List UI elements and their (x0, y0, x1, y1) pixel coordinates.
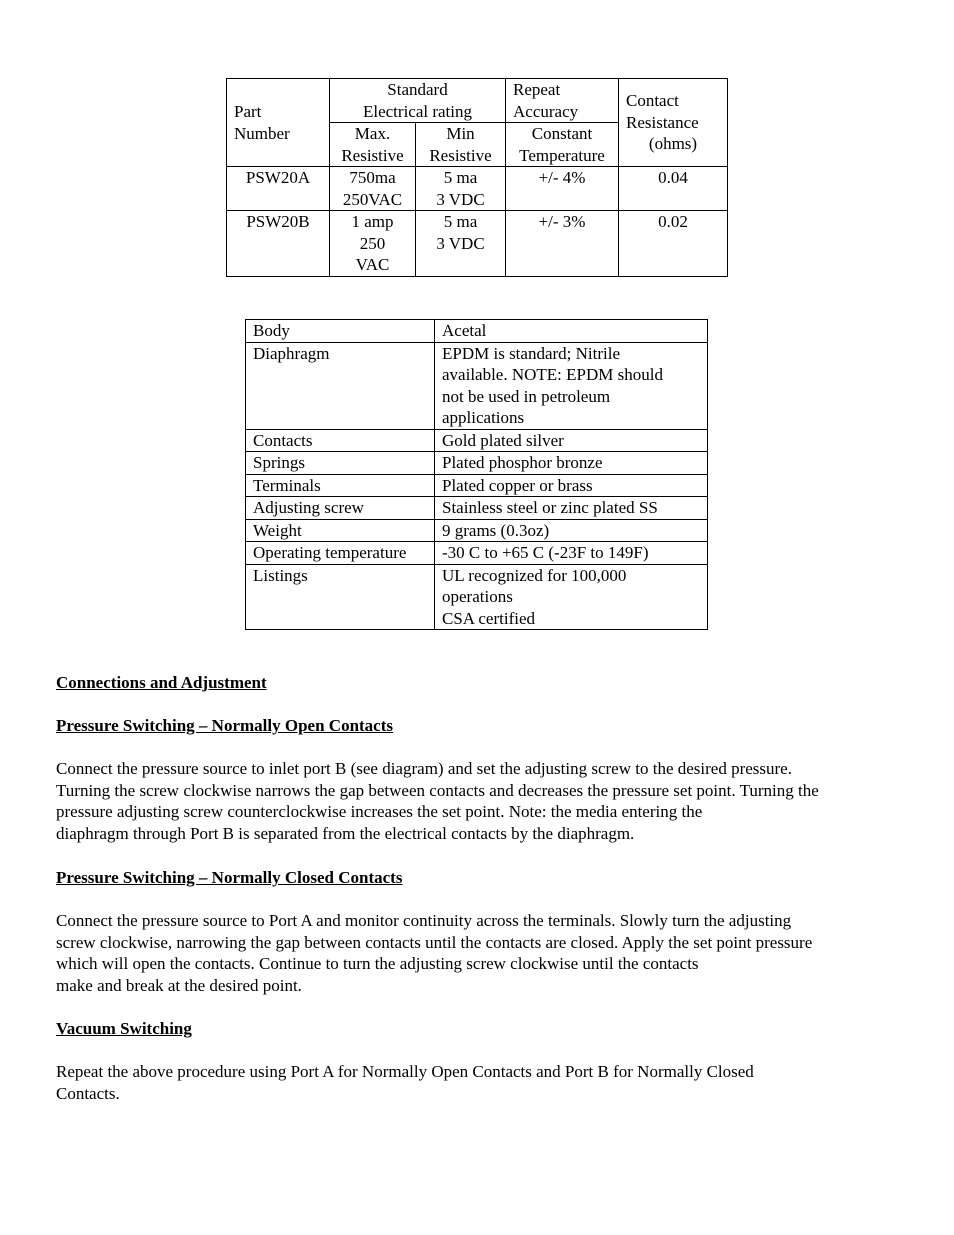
material-value: -30 C to +65 C (-23F to 149F) (435, 542, 708, 565)
material-label: Weight (246, 519, 435, 542)
header-constant-temperature: Constant Temperature (506, 123, 619, 167)
materials-table (245, 319, 708, 630)
min-resistive-cell: 5 ma 3 VDC (416, 211, 506, 277)
header-part-number: Part Number (227, 79, 330, 167)
table-row (246, 342, 708, 429)
table-row (227, 211, 728, 277)
vacuum-heading: Vacuum Switching (56, 1019, 192, 1038)
connections-heading: Connections and Adjustment (56, 673, 267, 692)
max-resistive-cell: 1 amp 250 VAC (330, 211, 416, 277)
material-value: Plated copper or brass (435, 474, 708, 497)
header-min-resistive: Min Resistive (416, 123, 506, 167)
material-value: Plated phosphor bronze (435, 452, 708, 475)
header-repeat-accuracy: Repeat Accuracy (506, 79, 619, 123)
resistance-cell: 0.02 (619, 211, 728, 277)
header-standard-rating: Standard Electrical rating (330, 79, 506, 123)
material-label: Body (246, 320, 435, 343)
normally-closed-heading: Pressure Switching – Normally Closed Contacts (56, 868, 403, 887)
table-row (246, 320, 708, 343)
vacuum-body: Repeat the above procedure using Port A for Normally Open Contacts and Port B for Normally Closed Contacts. (56, 1062, 754, 1103)
material-value: Acetal (435, 320, 708, 343)
table-row (246, 542, 708, 565)
table-row (246, 497, 708, 520)
table-row (227, 167, 728, 211)
part-number-cell: PSW20A (227, 167, 330, 211)
header-contact-resistance: Contact Resistance (ohms) (619, 79, 728, 167)
material-value: Stainless steel or zinc plated SS (435, 497, 708, 520)
accuracy-cell: +/- 4% (506, 167, 619, 211)
table-row (246, 564, 708, 630)
material-label: Operating temperature (246, 542, 435, 565)
table-row (246, 519, 708, 542)
material-label: Adjusting screw (246, 497, 435, 520)
material-label: Diaphragm (246, 342, 435, 429)
normally-open-body: Connect the pressure source to inlet port B (see diagram) and set the adjusting screw to the desired pressure. Turning the screw clockwise narrows the gap between contacts and decreases the pressure set point. Turning the pressure adjusting screw counterclockwise increases the set point. Note: the media entering the diaphragm through Port B is separated from the electrical contacts by the diaphragm. (56, 759, 819, 843)
material-value: 9 grams (0.3oz) (435, 519, 708, 542)
material-label: Springs (246, 452, 435, 475)
table-row (246, 452, 708, 475)
table-row (246, 429, 708, 452)
accuracy-cell: +/- 3% (506, 211, 619, 277)
normally-open-heading: Pressure Switching – Normally Open Contacts (56, 716, 394, 735)
ratings-table (226, 78, 728, 277)
max-resistive-cell: 750ma 250VAC (330, 167, 416, 211)
material-value: EPDM is standard; Nitrile available. NOTE: EPDM should not be used in petroleum applications (435, 342, 708, 429)
header-max-resistive: Max. Resistive (330, 123, 416, 167)
material-label: Listings (246, 564, 435, 630)
material-label: Contacts (246, 429, 435, 452)
min-resistive-cell: 5 ma 3 VDC (416, 167, 506, 211)
material-label: Terminals (246, 474, 435, 497)
normally-closed-body: Connect the pressure source to Port A and monitor continuity across the terminals. Slowly turn the adjusting screw clockwise, narrowing the gap between contacts until the contacts are closed. Apply the set point pressure which will open the contacts. Continue to turn the adjusting screw clockwise until the contacts make and break at the desired point. (56, 911, 813, 995)
resistance-cell: 0.04 (619, 167, 728, 211)
table-row (246, 474, 708, 497)
material-value: UL recognized for 100,000 operations CSA certified (435, 564, 708, 630)
part-number-cell: PSW20B (227, 211, 330, 277)
material-value: Gold plated silver (435, 429, 708, 452)
